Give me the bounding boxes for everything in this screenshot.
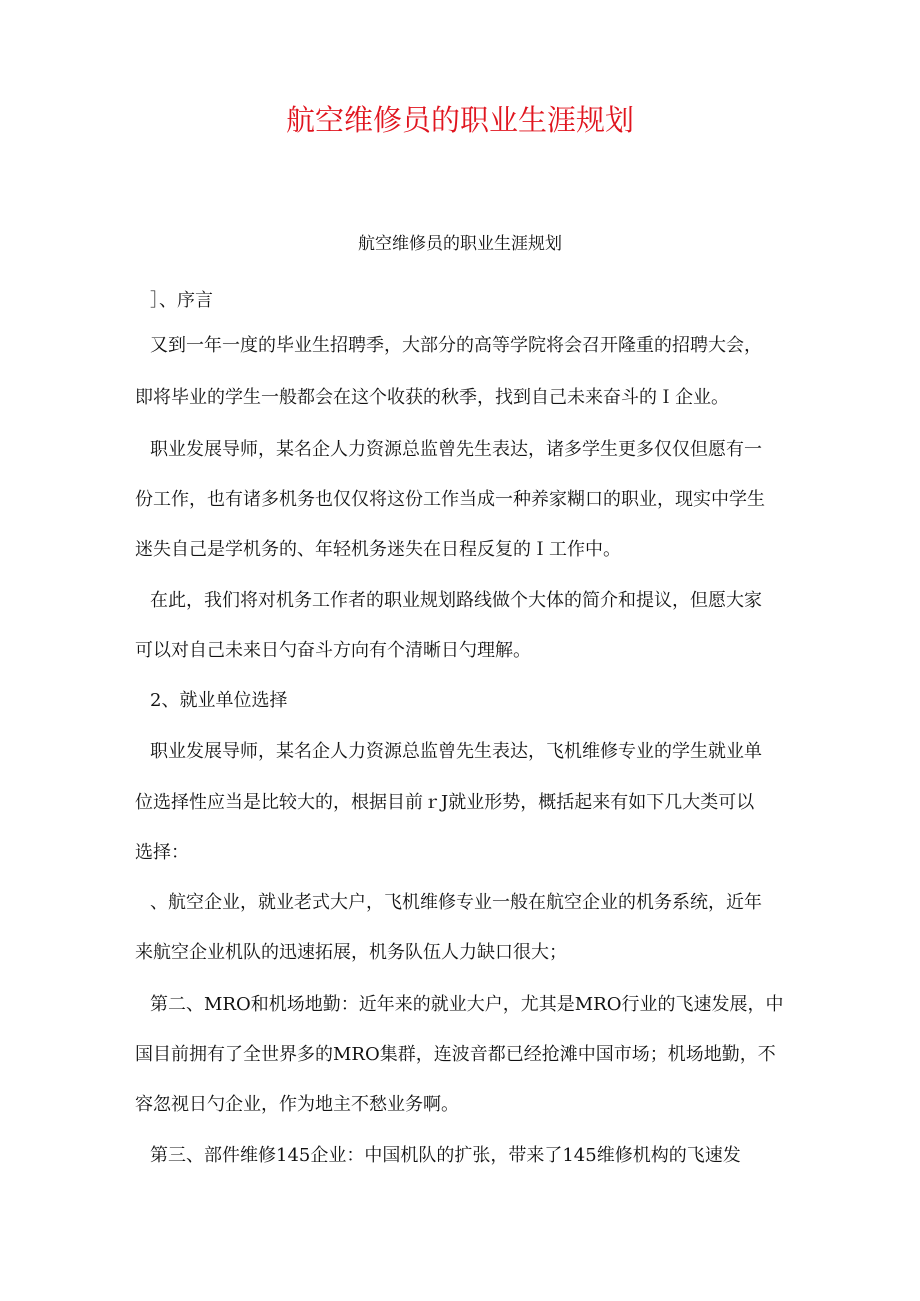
paragraph-line: 选择：: [135, 842, 189, 863]
paragraph-line: 又到一年一度的毕业生招聘季，大部分的高等学院将会召开隆重的招聘大会，: [150, 335, 762, 356]
paragraph-line: 、航空企业，就业老式大户，飞机维修专业一般在航空企业的机务系统，近年: [150, 892, 762, 913]
paragraph-line: 份工作，也有诸多机务也仅仅将这份工作当成一种养家糊口的职业，现实中学生: [135, 489, 765, 510]
paragraph-line: 职业发展导师，某名企人力资源总监曾先生表达，诸多学生更多仅仅但愿有一: [150, 439, 762, 460]
subtitle: 航空维修员的职业生涯规划: [358, 234, 562, 254]
paragraph-line: 容忽视日勺企业，作为地主不愁业务啊。: [135, 1094, 459, 1115]
main-title: 航空维修员的职业生涯规划: [285, 103, 634, 137]
paragraph-line: 即将毕业的学生一般都会在这个收获的秋季，找到自己未来奋斗的Ｉ企业。: [135, 387, 729, 408]
paragraph-line: 在此，我们将对机务工作者的职业规划路线做个大体的简介和提议，但愿大家: [150, 590, 762, 611]
paragraph-line: 位选择性应当是比较大的，根据目前ｒJ就业形势，概括起来有如下几大类可以: [135, 792, 755, 813]
section-heading-preface: ］、序言: [150, 290, 213, 311]
paragraph-line: 可以对自己未来日勺奋斗方向有个清晰日勺理解。: [135, 640, 531, 661]
paragraph-line: 第三、部件维修145企业：中国机队的扩张，带来了145维修机构的飞速发: [150, 1145, 741, 1166]
paragraph-line: 来航空企业机队的迅速拓展，机务队伍人力缺口很大；: [135, 942, 567, 963]
paragraph-line: 职业发展导师，某名企人力资源总监曾先生表达，飞机维修专业的学生就业单: [150, 741, 762, 762]
paragraph-line: 第二、MRO和机场地勤：近年来的就业大户，尤其是MRO行业的飞速发展，中: [150, 994, 784, 1015]
section-heading-employment: 2、就业单位选择: [150, 690, 288, 711]
paragraph-line: 国目前拥有了全世界多的MRO集群，连波音都已经抢滩中国市场；机场地勤，不: [135, 1044, 776, 1065]
paragraph-line: 迷失自己是学机务的、年轻机务迷失在日程反复的Ｉ工作中。: [135, 539, 621, 560]
